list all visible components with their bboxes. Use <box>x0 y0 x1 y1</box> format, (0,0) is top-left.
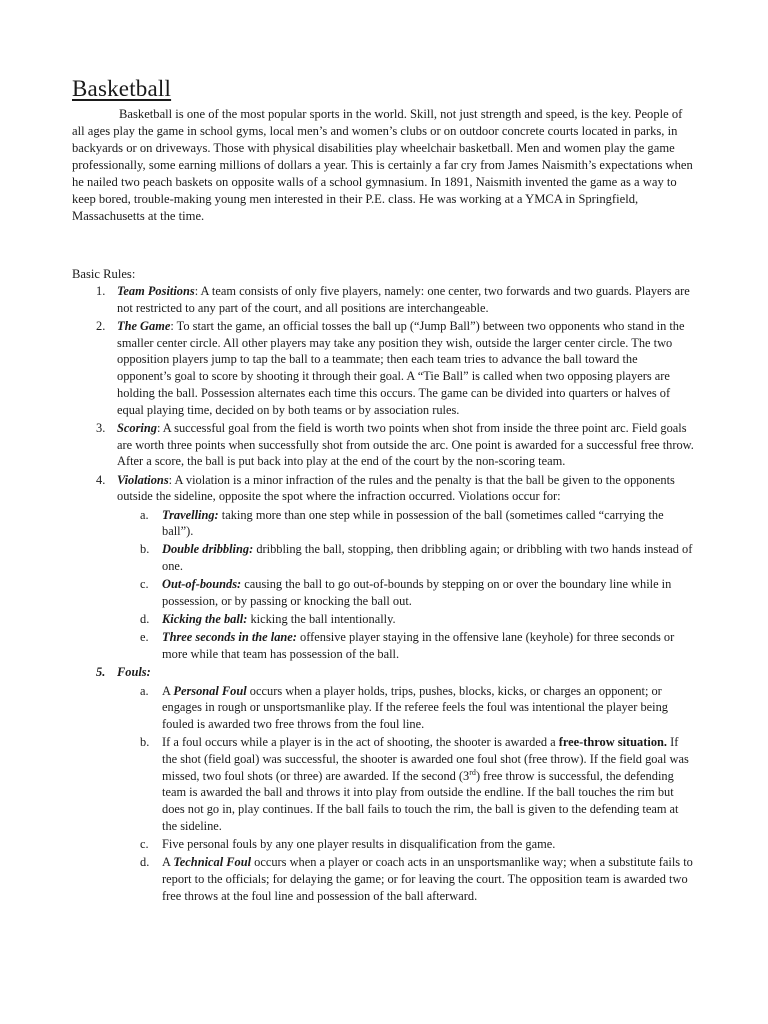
violation-text: kicking the ball intentionally. <box>247 612 396 627</box>
foul-heading: Personal Foul <box>173 683 247 698</box>
violation-text: causing the ball to go out-of-bounds by stepping on or over the boundary line while in possession, or by passing or knocking the ball out. <box>162 577 672 609</box>
list-number: 5. <box>96 665 106 680</box>
violation-heading: Kicking the ball: <box>162 612 248 627</box>
foul-strong-term: free-throw situation. <box>558 735 668 750</box>
list-letter: a. <box>140 683 149 698</box>
violation-text: taking more than one step while in possession of the ball (sometimes called “carrying the ball”). <box>162 507 664 539</box>
list-number: 3. <box>96 420 106 435</box>
rule-heading: The Game <box>117 319 171 333</box>
foul-text-pre: A <box>162 855 174 870</box>
foul-text-mid: If the shot (field goal) was successful, the shooter is awarded one foul shot (free throw). If the field goal was missed, two foul shots (or three) are awarded. If the second (3 <box>162 735 689 783</box>
violation-heading: Double dribbling: <box>162 542 254 557</box>
foul-text-post: ) free throw is successful, the defending team is awarded the ball and throws it into play from outside the endline. If the ball touches the rim but does not go in, play continues. If the ball fails to touch the rim, the ball is given to the defending team at the sideline. <box>162 768 679 833</box>
foul-text: Five personal fouls by any one player results in disqualification from the game. <box>162 836 556 851</box>
violation-heading: Three seconds in the lane: <box>162 630 297 645</box>
foul-item <box>72 854 694 904</box>
foul-item <box>72 836 694 853</box>
list-letter: d. <box>140 612 150 627</box>
intro-paragraph: Basketball is one of the most popular sports in the world. Skill, not just strength and speed, is the key. People of all ages play the game in school gyms, local men’s and women’s clubs or on outdoor concrete courts located in parks, in backyards or on driveways. Those with physical disabilities play wheelchair basketball. Men and women play the game professionally, some earning millions of dollars a year. This is certainly a far cry from James Naismith’s expectations when he nailed two peach baskets on opposite walls of a school gymnasium. In 1891, Naismith invented the game as a way to keep bored, trouble-making young men interested in their P.E. class. He was working at a YMCA in Springfield, Massachusetts at the time. <box>72 107 693 223</box>
violation-heading: Travelling: <box>162 507 219 522</box>
foul-text: occurs when a player or coach acts in an unsportsmanlike way; when a substitute fails to report to the officials; for delaying the game; or for leaving the court. The opposition team is awarded two free throws at the foul line and possession of the ball afterward. <box>162 855 693 903</box>
page-title: Basketball <box>72 76 172 101</box>
foul-item <box>72 683 694 733</box>
rule-heading: Scoring <box>117 420 157 435</box>
rule-heading: Violations <box>117 472 169 487</box>
rule-separator: : <box>168 472 173 487</box>
rule-text: To start the game, an official tosses the ball up (“Jump Ball”) between two opponents who stand in the smaller center circle. All other players may take any position they wish, outside the larger center circle. The two opposition players jump to tap the ball to a teammate; then each team tries to advance the ball toward the opponent’s goal to score by shooting it through their goal. A “Tie Ball” is called when two opposing players are holding the ball. Possession alternates each time this occurs. The game can be divided into quarters or halves of equal playing time, decided on by both teams or by association rules. <box>117 319 685 417</box>
rule-item <box>72 472 694 505</box>
rule-text: A violation is a minor infraction of the rules and the penalty is that the ball be given to the opponents outside the sideline, opposite the spot where the infraction occurred. Violations occur for: <box>117 472 675 504</box>
rules-list <box>72 283 694 906</box>
basic-rules-label: Basic Rules: <box>72 267 136 281</box>
violation-item <box>72 629 694 662</box>
rule-heading: Fouls: <box>117 665 151 680</box>
list-letter: b. <box>140 735 150 750</box>
foul-text-pre: A <box>162 683 174 698</box>
violation-heading: Out-of-bounds: <box>162 577 242 592</box>
list-letter: c. <box>140 577 149 592</box>
list-letter: c. <box>140 836 149 851</box>
violation-item <box>72 541 694 574</box>
rule-separator: : <box>156 420 161 435</box>
rule-item-fouls <box>72 664 694 681</box>
rule-separator: : <box>170 319 174 333</box>
list-letter: e. <box>140 630 149 645</box>
rule-separator: : <box>194 284 199 298</box>
foul-text-pre: If a foul occurs while a player is in the act of shooting, the shooter is awarded a <box>162 735 559 750</box>
list-letter: b. <box>140 542 150 557</box>
violation-text: dribbling the ball, stopping, then dribbling again; or dribbling with two hands instead of one. <box>162 542 693 574</box>
list-number: 1. <box>96 284 106 298</box>
violation-item <box>72 611 694 628</box>
rule-item <box>72 420 694 470</box>
list-number: 4. <box>96 472 106 487</box>
list-number: 2. <box>96 319 106 333</box>
rule-text: A successful goal from the field is worth two points when shot from inside the three point arc. Field goals are worth three points when successfully shot from outside the arc. One point is awarded for a successful free throw. After a score, the ball is put back into play at the end of the court by the non-scoring team. <box>117 420 694 469</box>
violation-item <box>72 507 694 540</box>
foul-text: occurs when a player holds, trips, pushes, blocks, kicks, or charges an opponent; or engages in rough or unsportsmanlike play. If the referee feels the foul was intentional the player being fouled is awarded two free throws from the foul line. <box>162 683 669 732</box>
foul-heading: Technical Foul <box>173 855 252 870</box>
rule-text: A team consists of only five players, namely: one center, two forwards and two guards. Players are not restricted to any part of the court, and all positions are interchangeable. <box>117 284 690 315</box>
ordinal-suffix: rd <box>469 767 476 777</box>
violation-item <box>72 576 694 609</box>
rule-item <box>72 283 694 316</box>
list-letter: a. <box>140 507 149 522</box>
rule-item <box>72 318 694 418</box>
foul-item <box>72 734 694 834</box>
rule-heading: Team Positions <box>117 284 195 298</box>
violation-text: offensive player staying in the offensive lane (keyhole) for three seconds or more while that team has possession of the ball. <box>162 630 675 662</box>
list-letter: d. <box>140 855 150 870</box>
